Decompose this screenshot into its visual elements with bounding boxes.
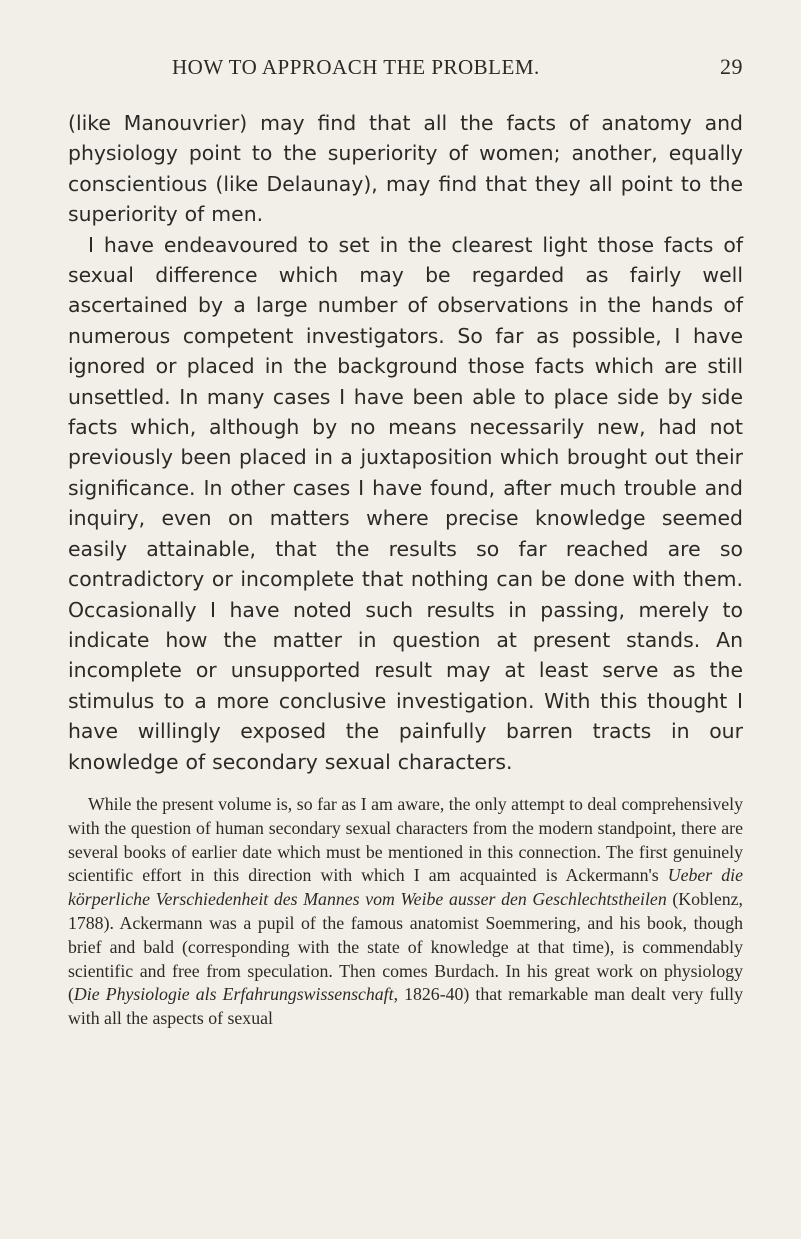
note-text-part: (Koblenz, 1788). Ackermann was a pupil of the famous anatomist Soemmering, and his book, though brief and bald (corresponding with the state of knowledge at that time), is commendably scientific and free from speculation. Then comes Burdach. In his great work on physiology (: [68, 889, 743, 1005]
small-print-note: [68, 793, 743, 1031]
note-text-part: While the present volume is, so far as I am aware, the only attempt to deal comprehensively with the question of human secondary sexual characters from the modern standpoint, there are several books of earlier date which must be mentioned in this connection. The first genuinely scientific effort in this direction with which I am acquainted is Ackermann's: [68, 793, 743, 886]
note-text-part: , 1826-40) that remarkable man dealt very fully with all the aspects of sexual: [68, 984, 743, 1029]
book-page: [68, 54, 743, 1031]
running-head: HOW TO APPROACH THE PROBLEM.: [172, 55, 540, 79]
page-number: 29: [720, 54, 743, 79]
note-paragraph: [68, 793, 743, 1031]
page-header: [68, 54, 743, 96]
main-text: [68, 108, 743, 777]
paragraph: I have endeavoured to set in the clearest light those facts of sexual difference which may be regarded as fairly well ascertained by a large number of observations in the hands of numerous competent investigators. So far as possible, I have ignored or placed in the background those facts which are still unsettled. In many cases I have been able to place side by side facts which, although by no means necessarily new, had not previously been placed in a juxtaposition which brought out their significance. In other cases I have found, after much trouble and inquiry, even on matters where precise knowledge seemed easily attainable, that the results so far reached are so contradictory or incomplete that nothing can be done with them. Occasionally I have noted such results in passing, merely to indicate how the matter in question at present stands. An incomplete or unsupported result may at least serve as the stimulus to a more conclusive investigation. With this thought I have willingly exposed the painfully barren tracts in our knowledge of secondary sexual characters.: [68, 232, 743, 774]
paragraph: (like Manouvrier) may find that all the facts of anatomy and physiology point to the superiority of women; another, equally conscientious (like Delaunay), may find that they all point to the superiority of men.: [68, 111, 743, 227]
book-title-burdach: Die Physiologie als Erfahrungswissenschaft: [73, 984, 394, 1005]
book-title-ackermann: Ueber die körperliche Verschiedenheit des Mannes vom Weibe ausser den Geschlechtstheilen: [68, 865, 743, 910]
